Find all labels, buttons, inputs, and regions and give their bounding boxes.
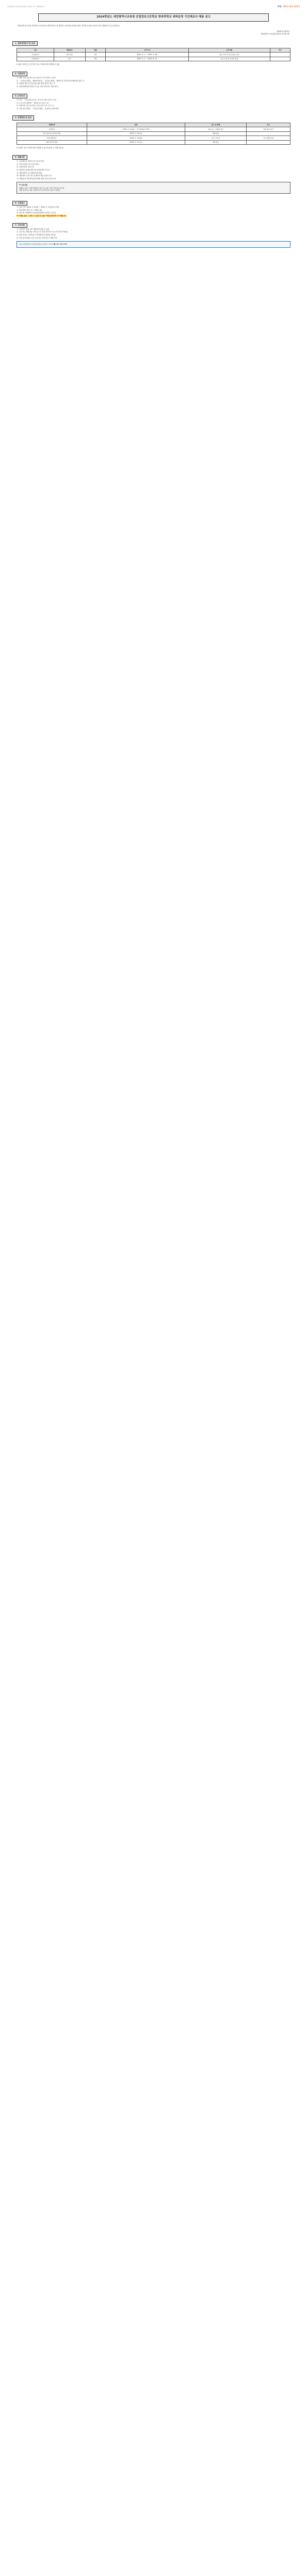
table-header-cell: 근무기간 (105, 48, 188, 52)
caution-box (17, 182, 290, 193)
table-cell: 보건 교육 및 보건실 운영 (189, 57, 270, 61)
logo-word-1: 쿠팡 (277, 5, 282, 8)
table-cell: 보건 (54, 57, 85, 61)
table-cell: 방문 또는 이메일 접수 (185, 127, 247, 131)
notice-title-box (38, 13, 269, 22)
eligibility-line: 가. 해당 교과 중등학교 2급 정교사 이상 자격증 소지자 (17, 77, 56, 79)
caution-title: ※ 유의사항 (19, 184, 28, 187)
table-cell: 1차 서류심사 합격자 발표 (17, 131, 87, 135)
condition-line: 나. 근무시간: 08:30 ~ 16:30 (주 5일 근무) (17, 101, 49, 104)
misc-line: 다. 합격 후라도 결격사유가 발견될 경우 합격을 취소함 (17, 234, 56, 236)
condition-line: 가. 보수: 「공무원보수규정」에 의거 호봉 산정 후 지급 (17, 98, 57, 101)
table-row (17, 127, 290, 131)
table-cell: 개별 통보 (185, 140, 247, 144)
section-1-note: ※ 채용 인원 및 근무기간은 학교 사정에 따라 변경될 수 있음 (17, 63, 60, 66)
table-cell: - (247, 131, 290, 135)
eligibility-line: 다. 성범죄 경력 및 아동학대 관련 범죄 경력이 없는 자 (17, 82, 55, 85)
highlight-text: ※ 이메일 접수 시 반드시 유선으로 접수 여부를 확인하시기 바랍니다. (17, 215, 67, 217)
table-row (17, 57, 290, 61)
table-cell: 2024. 3. 1. ~ 2025. 2. 28. (105, 53, 188, 57)
caution-line: 제출된 서류는 일체 반환하지 않으며, 허위 기재 시 합격을 취소함 (19, 187, 64, 189)
table-cell: 기간제교사 (17, 57, 54, 61)
table-cell: 1명 (85, 53, 105, 57)
notice-intro: 대전광역시교육청 산업정보고등학교의 방과후학교 및 방과후 교육과정 운영을 위한 기간제 교사를 다음과 같이 채용하고자 공고합니다. (18, 24, 120, 27)
condition-line: 라. 기타 복무사항은 「교육공무원법」 및 관련 규정에 따름 (17, 107, 59, 110)
section-6-heading: 6. 서류접수 (12, 201, 27, 206)
caution-line: 최종 합격자는 채용 신체검사서 및 결격사유 조회 후 임용함 (19, 189, 60, 192)
table-cell: 개별 통보 (185, 131, 247, 135)
logo-word-2: 이력서 작성 커리어 (282, 5, 300, 8)
table-row (17, 131, 290, 135)
eligibility-line: 나. 「교육공무원법」 제10조의4 및 「국가공무원법」 제33조의 결격사유에 해당하지 않는 자 (17, 79, 85, 82)
site-logo[interactable] (278, 5, 300, 8)
table-cell: 우편 접수 불가 (247, 127, 290, 131)
contact-line: 문의: 대전광역시교육청산업정보고등학교 교무실 ☎ 042-000-0000 (19, 243, 68, 246)
table-header-cell: 근무내용 (189, 48, 270, 52)
recruitment-table (17, 48, 290, 61)
table-cell: 전공 교과 수업 및 담임, 업무 (189, 53, 270, 57)
contact-box (17, 241, 290, 247)
top-bar (7, 3, 300, 10)
table-cell: 2024. 2. 19.(월) (87, 136, 185, 140)
notice-signature (7, 30, 289, 36)
document-line: 사. 성범죄 및 아동학대 관련 범죄 경력 조회 동의서 1부 (17, 177, 56, 180)
table-cell: 최종 합격자 발표 (17, 140, 87, 144)
table-header-row (17, 123, 290, 127)
submission-line: 나. 접수방법: 방문 또는 이메일 접수 (17, 209, 43, 211)
table-header-cell: 전형단계 (17, 123, 87, 127)
table-header-cell: 채용분야 (54, 48, 85, 52)
misc-line: 나. 응시자는 제출서류 미비 등으로 인한 불이익은 응시자 본인의 책임임 (17, 231, 68, 233)
submission-line: 다. 접수처: 대전광역시교육청산업정보고등학교 교무실 (17, 212, 56, 214)
section-2-heading: 2. 지원자격 (12, 72, 27, 76)
submission-highlight (17, 215, 290, 217)
table-cell: 2024. 2. 6.(화) ~ 2. 13.(화) 17:00 (87, 127, 185, 131)
table-header-cell: 장소 및 방법 (185, 123, 247, 127)
document-line: 나. 자기소개서 1부 (소정 양식) (17, 163, 39, 165)
section-7-heading: 7. 기타사항 (12, 223, 27, 228)
table-header-cell: 인원 (85, 48, 105, 52)
table-row (17, 53, 290, 57)
section-3-heading: 3. 근무조건 (12, 94, 27, 98)
table-cell: 2024. 3. 1. ~ 2024. 8. 31. (105, 57, 188, 61)
table-cell: 1명 (85, 57, 105, 61)
submission-line: 가. 접수기간: 2024. 2. 6.(화) ~ 2024. 2. 13.(화) 17:00 (17, 206, 59, 209)
table-cell: 2024. 2. 21.(수) (87, 140, 185, 144)
notice-source: 대전광역시교육청산업정보고등학교 공고 제2024-호 (7, 5, 45, 8)
notice-title: 2024학년도 대전광역시교육청 산업정보고등학교 방과후학교 위탁운영 기간제교사 채용 공고 (96, 15, 211, 19)
document-line: 마. 경력증명서 1부 (해당자에 한함) (17, 172, 42, 174)
table-cell: 2차 면접심사 (17, 136, 87, 140)
section-5-heading: 5. 제출서류 (12, 155, 27, 160)
table-cell: - (247, 140, 290, 144)
document-line: 바. 개인정보 수집·이용 및 제3자 제공 동의서 1부 (17, 175, 52, 177)
section-4-heading: 4. 전형방법 및 일정 (12, 115, 34, 120)
schedule-table (17, 123, 290, 145)
table-cell: 본교 교무실 (185, 136, 247, 140)
table-row (17, 140, 290, 144)
table-cell: - (270, 53, 290, 57)
document-line: 라. 최종학교 졸업증명서 및 성적증명서 각 1부 (17, 168, 50, 171)
section-4-note: ※ 일정은 학교 사정에 따라 변경될 수 있으며 변경 시 개별 통보함 (17, 147, 63, 149)
notice-date: 2024년 2월 6일 (277, 30, 289, 32)
eligibility-line: 라. 정년(만62세) 미만인 자 (단, 정년 퇴직자는 지원 불가) (17, 86, 58, 88)
table-row (17, 136, 290, 140)
document-line: 가. 기간제교사 지원서 1부 (소정 양식) (17, 160, 44, 162)
table-cell: 기간제교사 (17, 53, 54, 57)
table-header-cell: 일정 (87, 123, 185, 127)
table-cell: 시간 개별 안내 (247, 136, 290, 140)
table-cell: 서류접수 (17, 127, 87, 131)
table-cell: 전자기계 (54, 53, 85, 57)
table-cell: - (270, 57, 290, 61)
table-header-cell: 비고 (247, 123, 290, 127)
misc-line: 라. 기타 문의사항은 본교 교무실로 문의하시기 바랍니다. (17, 236, 57, 239)
table-header-cell: 비고 (270, 48, 290, 52)
section-1-heading: 1. 채용예정분야 및 인원 (12, 41, 38, 46)
notice-org: 대전광역시교육청산업정보고등학교장 (261, 33, 289, 36)
document-line: 다. 교원자격증 사본 1부 (17, 166, 34, 168)
table-header-row (17, 48, 290, 52)
condition-line: 다. 4대보험 가입 및 퇴직금 지급 (1년 이상 근무 시) (17, 105, 54, 107)
misc-line: 가. 적격자가 없을 경우 채용하지 않을 수 있음 (17, 228, 50, 230)
table-cell: 2024. 2. 15.(목) (87, 131, 185, 135)
table-header-cell: 구분 (17, 48, 54, 52)
